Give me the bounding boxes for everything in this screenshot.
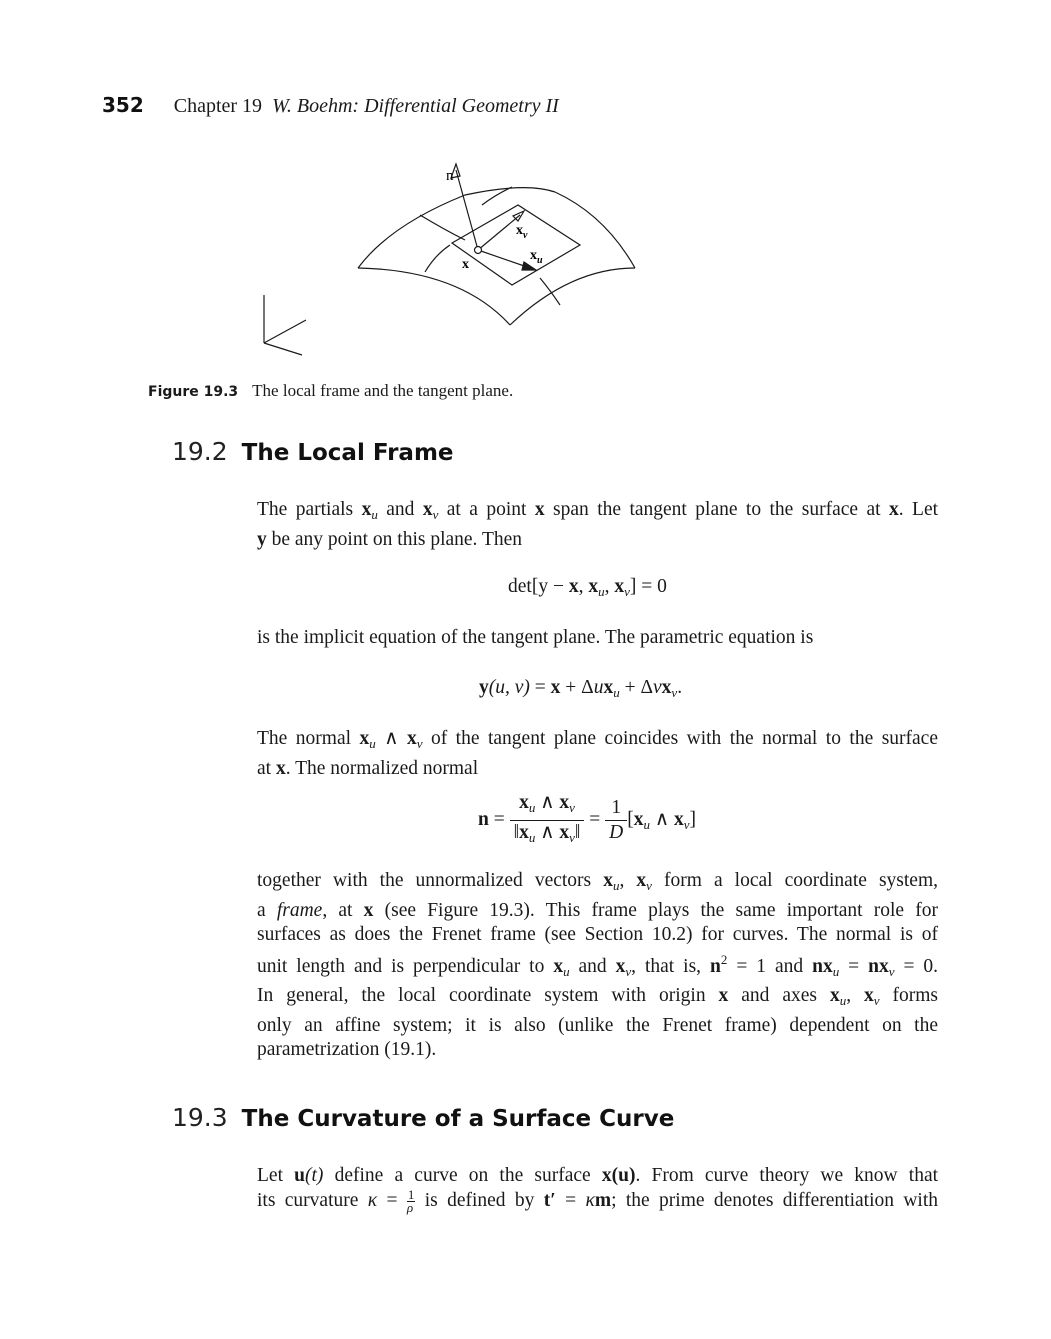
text-line: a frame, at x (see Figure 19.3). This frame plays the same important role for (257, 899, 938, 921)
text-line: is the implicit equation of the tangent plane. The parametric equation is (257, 627, 814, 648)
text-line: In general, the local coordinate system with origin x and axes $x_u$, $x_v$ forms (257, 985, 938, 1008)
figure-caption-text: The local frame and the tangent plane. (252, 381, 514, 400)
fraction-one-over-rho: $\frac{1}{\rho}$ (406, 1186, 415, 1215)
label-x: x (462, 257, 469, 272)
surface-patch-front-left-edge (358, 268, 510, 325)
surface-isoline (425, 245, 450, 272)
section-number: 19.2 (172, 437, 228, 466)
text-line: only an affine system; it is also (unlike the Frenet frame) dependent on the (257, 1014, 938, 1036)
text-line: together with the unnormalized vectors $x_u$, $x_v$ form a local coordinate system, (257, 870, 939, 893)
label-xv: $x_v$ (516, 223, 528, 241)
figure-caption (148, 381, 513, 401)
paragraph-normal (257, 727, 938, 781)
point-x (475, 247, 482, 254)
figure-label: Figure 19.3 (148, 384, 239, 400)
surface-isoline (420, 215, 465, 240)
xv-vector (478, 215, 520, 250)
label-xu: $x_u$ (530, 248, 543, 266)
xu-arrowhead (522, 262, 536, 270)
surface-isoline (540, 278, 560, 305)
tangent-plane-diagram (250, 150, 650, 365)
normal-vector (456, 170, 478, 250)
text-line: parametrization (19.1). (257, 1039, 437, 1060)
text-line: at x. The normalized normal (257, 757, 479, 779)
paragraph-curvature (257, 1164, 938, 1214)
figure-19-3 (250, 150, 650, 370)
text-line: y be any point on this plane. Then (257, 528, 523, 550)
surface-patch-back-edge (358, 188, 555, 268)
equation-implicit: det[y − x, $x_u$, $x_v] = 0$ (508, 576, 667, 599)
page-number: 352 (102, 93, 144, 117)
chapter-label: Chapter 19 (173, 95, 263, 117)
surface-patch-right-edge (555, 192, 635, 268)
section-title: The Local Frame (241, 440, 454, 466)
section-number: 19.3 (172, 1103, 228, 1132)
section-title: The Curvature of a Surface Curve (241, 1106, 675, 1132)
equation-normalized-normal: n = $\frac{x_u \wedge x_v}{‖x_u \wedge x_v‖}$ = $\frac{1}{D}$ [$x_u$ ∧ $x_v$] (478, 792, 696, 849)
xu-vector (478, 250, 530, 268)
section-heading-19-3 (172, 1103, 674, 1132)
axis-diagonal (264, 320, 306, 343)
axis-horizontal (264, 343, 302, 355)
text-line: Let u(t) define a curve on the surface x(u). From curve theory we know that (257, 1165, 939, 1186)
paragraph-partials (257, 498, 938, 552)
fraction-one-over-d: $\frac{1}{D}$ (605, 797, 627, 844)
text-line: The normal $x_u$ ∧ $x_v$ of the tangent plane coincides with the normal to the surface (257, 728, 938, 751)
tangent-plane (452, 205, 580, 285)
label-n: n (446, 168, 454, 184)
running-header (102, 93, 559, 118)
chapter-title: W. Boehm: Differential Geometry II (272, 95, 559, 117)
surface-patch-front-right-edge (510, 268, 635, 325)
text-line: The partials $x_u$ and $x_v$ at a point x span the tangent plane to the surface at x. Let (257, 499, 939, 522)
paragraph-implicit (257, 626, 938, 651)
paragraph-frame (257, 869, 938, 1063)
fraction-normal: $\frac{x_u \wedge x_v}{‖x_u \wedge x_v‖}$ (510, 792, 585, 849)
text-line: its curvature κ = $\frac{1}{\rho}$ is defined by t′ = κm; the prime denotes differentiation with (257, 1186, 939, 1215)
text-line: surfaces as does the Frenet frame (see Section 10.2) for curves. The normal is of (257, 924, 938, 945)
text-line: unit length and is perpendicular to $x_u$ and $x_v$, that is, $n^2 = 1$ and $nx_u = nx_v = 0$. (257, 951, 939, 979)
section-heading-19-2 (172, 437, 454, 466)
equation-parametric: y(u, v) = x + Δux$_u$ + Δvx$_v$. (479, 677, 683, 700)
